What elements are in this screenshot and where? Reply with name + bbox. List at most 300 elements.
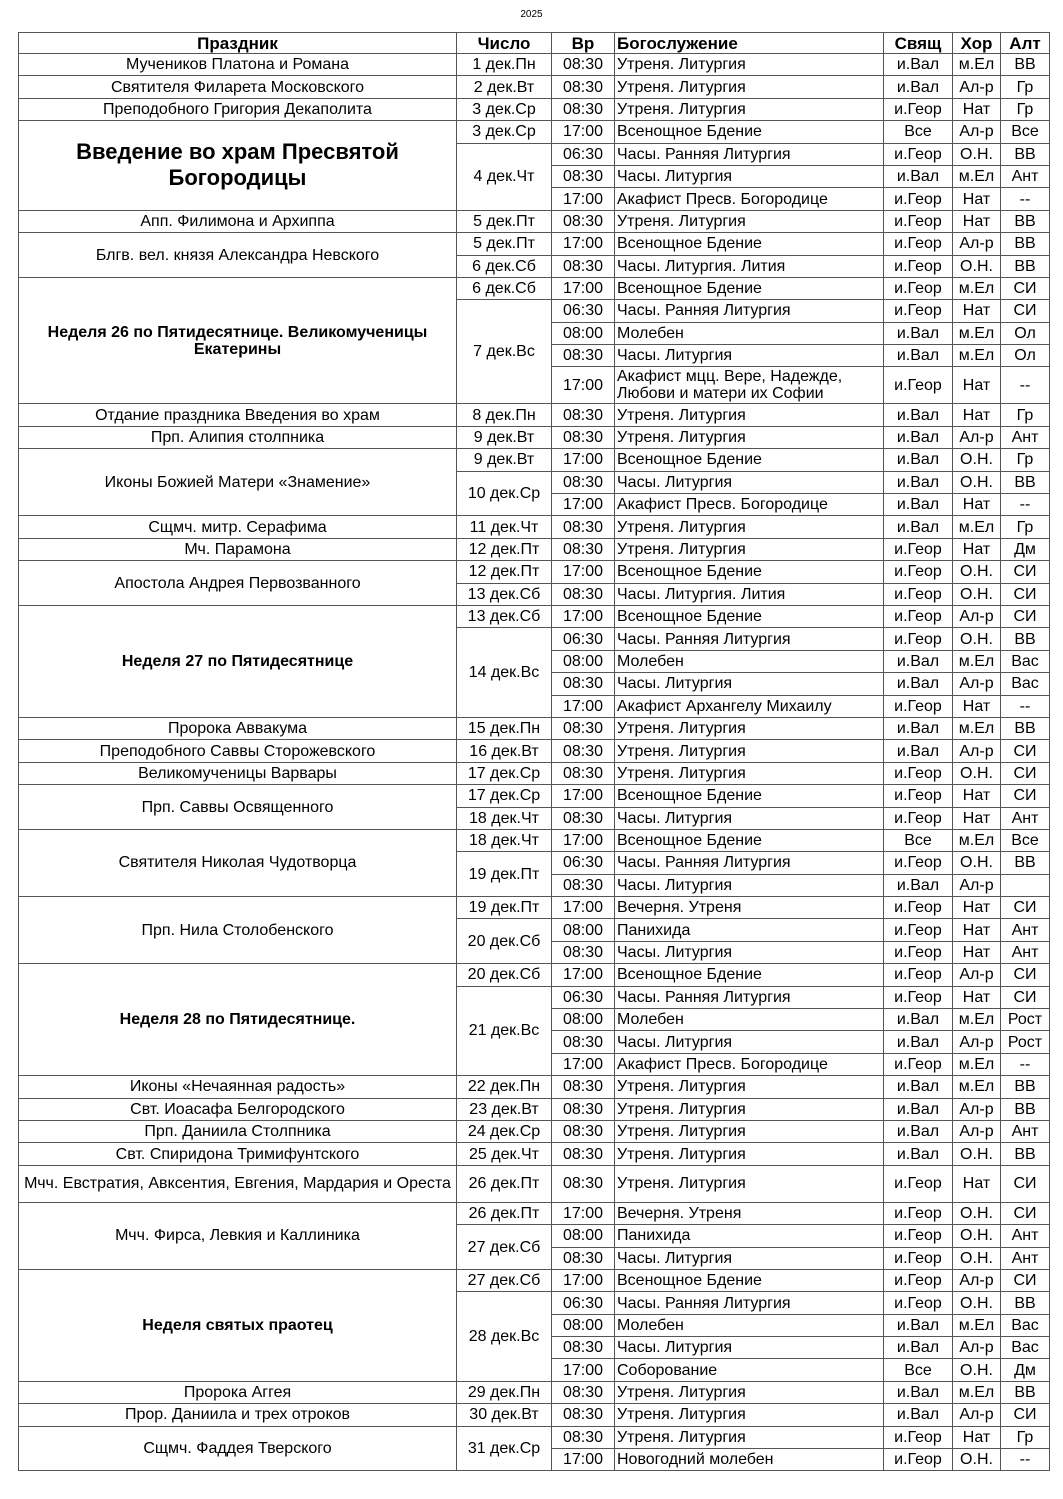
service-time: 08:30 [552, 516, 615, 538]
service-choir: Нат [953, 98, 1001, 120]
feast-name: Великомученицы Варвары [19, 762, 457, 784]
service-time: 08:30 [552, 1381, 615, 1403]
service-choir: м.Ел [953, 829, 1001, 851]
service-time: 08:00 [552, 322, 615, 344]
service-priest: и.Геор [884, 210, 953, 232]
service-priest: и.Вал [884, 650, 953, 672]
service-alto: ВВ [1001, 54, 1050, 76]
service-time: 17:00 [552, 277, 615, 299]
service-alto: Ант [1001, 807, 1050, 829]
service-priest: и.Геор [884, 1292, 953, 1314]
feast-name: Апп. Филимона и Архиппа [19, 210, 457, 232]
service-alto: ВВ [1001, 471, 1050, 493]
service-alto: Все [1001, 829, 1050, 851]
service-choir: м.Ел [953, 165, 1001, 187]
table-row [19, 121, 1050, 143]
service-time: 17:00 [552, 233, 615, 255]
header-service: Богослужение [615, 33, 884, 54]
header-feast: Праздник [19, 33, 457, 54]
service-time: 17:00 [552, 1202, 615, 1224]
service-alto: Ант [1001, 426, 1050, 448]
feast-name: Пророка Аггея [19, 1381, 457, 1403]
service-priest: и.Геор [884, 919, 953, 941]
service-alto: ВВ [1001, 717, 1050, 739]
service-service: Всенощное Бдение [615, 605, 884, 627]
service-time: 06:30 [552, 852, 615, 874]
service-time: 08:30 [552, 1426, 615, 1448]
service-alto: СИ [1001, 1165, 1050, 1202]
service-choir: Нат [953, 986, 1001, 1008]
feast-name: Сщмч. митр. Серафима [19, 516, 457, 538]
service-service: Панихида [615, 1225, 884, 1247]
service-priest: и.Вал [884, 516, 953, 538]
feast-name: Мч. Парамона [19, 538, 457, 560]
service-service: Утреня. Литургия [615, 1165, 884, 1202]
service-alto: СИ [1001, 1202, 1050, 1224]
service-time: 08:30 [552, 471, 615, 493]
service-time: 08:30 [552, 807, 615, 829]
service-choir: Нат [953, 695, 1001, 717]
service-service: Вечерня. Утреня [615, 897, 884, 919]
service-time: 08:30 [552, 1076, 615, 1098]
service-date: 12 дек.Пт [457, 561, 552, 583]
service-priest: и.Геор [884, 695, 953, 717]
header-row [19, 33, 1050, 54]
service-service: Утреня. Литургия [615, 210, 884, 232]
service-date: 20 дек.Сб [457, 964, 552, 986]
service-time: 08:30 [552, 1247, 615, 1269]
feast-name: Святителя Николая Чудотворца [19, 829, 457, 896]
service-service: Всенощное Бдение [615, 121, 884, 143]
service-service: Всенощное Бдение [615, 829, 884, 851]
service-choir: Ал-р [953, 121, 1001, 143]
service-service: Молебен [615, 1314, 884, 1336]
feast-name: Апостола Андрея Первозванного [19, 561, 457, 606]
service-choir: м.Ел [953, 1381, 1001, 1403]
service-alto: СИ [1001, 561, 1050, 583]
service-alto: -- [1001, 494, 1050, 516]
service-priest: и.Вал [884, 494, 953, 516]
service-time: 08:30 [552, 874, 615, 896]
service-priest: и.Вал [884, 1143, 953, 1165]
service-choir: О.Н. [953, 628, 1001, 650]
table-row [19, 1381, 1050, 1403]
service-priest: и.Геор [884, 277, 953, 299]
table-row [19, 561, 1050, 583]
service-time: 08:30 [552, 1031, 615, 1053]
service-choir: Ал-р [953, 1120, 1001, 1142]
service-date: 21 дек.Вс [457, 986, 552, 1076]
service-date: 12 дек.Пт [457, 538, 552, 560]
service-service: Утреня. Литургия [615, 740, 884, 762]
table-row [19, 605, 1050, 627]
service-choir: О.Н. [953, 762, 1001, 784]
service-alto: Ант [1001, 1120, 1050, 1142]
service-service: Утреня. Литургия [615, 1143, 884, 1165]
service-service: Вечерня. Утреня [615, 1202, 884, 1224]
service-service: Утреня. Литургия [615, 1404, 884, 1426]
service-service: Всенощное Бдение [615, 233, 884, 255]
service-priest: и.Вал [884, 673, 953, 695]
service-time: 08:30 [552, 1165, 615, 1202]
table-row [19, 404, 1050, 426]
table-row [19, 1269, 1050, 1291]
service-choir: м.Ел [953, 650, 1001, 672]
service-service: Часы. Литургия [615, 941, 884, 963]
service-alto: Ол [1001, 322, 1050, 344]
service-priest: и.Геор [884, 986, 953, 1008]
service-alto: СИ [1001, 277, 1050, 299]
service-choir: Нат [953, 941, 1001, 963]
service-service: Молебен [615, 322, 884, 344]
service-choir: м.Ел [953, 1009, 1001, 1031]
service-service: Всенощное Бдение [615, 964, 884, 986]
service-alto: ВВ [1001, 143, 1050, 165]
service-priest: и.Вал [884, 1031, 953, 1053]
service-priest: и.Вал [884, 1404, 953, 1426]
table-row [19, 538, 1050, 560]
table-row [19, 785, 1050, 807]
feast-name: Неделя 28 по Пятидесятнице. [19, 964, 457, 1076]
service-alto: -- [1001, 1053, 1050, 1075]
service-date: 23 дек.Вт [457, 1098, 552, 1120]
service-time: 08:30 [552, 717, 615, 739]
service-choir: О.Н. [953, 1143, 1001, 1165]
service-time: 08:30 [552, 404, 615, 426]
service-choir: Ал-р [953, 1098, 1001, 1120]
service-choir: Нат [953, 300, 1001, 322]
feast-name: Прп. Нила Столобенского [19, 897, 457, 964]
service-choir: Ал-р [953, 740, 1001, 762]
service-choir: О.Н. [953, 449, 1001, 471]
service-date: 1 дек.Пн [457, 54, 552, 76]
service-alto: СИ [1001, 605, 1050, 627]
service-choir: Нат [953, 897, 1001, 919]
table-row [19, 1426, 1050, 1448]
service-date: 5 дек.Пт [457, 233, 552, 255]
service-service: Утреня. Литургия [615, 516, 884, 538]
service-service: Всенощное Бдение [615, 449, 884, 471]
service-time: 17:00 [552, 1269, 615, 1291]
service-alto: Ант [1001, 919, 1050, 941]
service-service: Утреня. Литургия [615, 98, 884, 120]
service-alto: -- [1001, 188, 1050, 210]
service-alto: -- [1001, 695, 1050, 717]
service-time: 08:30 [552, 1337, 615, 1359]
service-time: 17:00 [552, 188, 615, 210]
feast-name: Введение во храм Пресвятой Богородицы [19, 121, 457, 211]
service-choir: м.Ел [953, 717, 1001, 739]
table-row [19, 964, 1050, 986]
service-choir: О.Н. [953, 255, 1001, 277]
table-row [19, 1076, 1050, 1098]
feast-name: Прп. Даниила Столпника [19, 1120, 457, 1142]
service-date: 17 дек.Ср [457, 762, 552, 784]
service-date: 31 дек.Ср [457, 1426, 552, 1471]
service-time: 08:30 [552, 583, 615, 605]
service-service: Акафист мцц. Вере, Надежде, Любови и матери их Софии [615, 367, 884, 404]
feast-name: Отдание праздника Введения во храм [19, 404, 457, 426]
service-choir: Нат [953, 919, 1001, 941]
feast-name: Мучеников Платона и Романа [19, 54, 457, 76]
table-row [19, 277, 1050, 299]
service-priest: Все [884, 829, 953, 851]
service-alto: Ант [1001, 941, 1050, 963]
table-row [19, 1404, 1050, 1426]
table-row [19, 98, 1050, 120]
service-service: Часы. Ранняя Литургия [615, 628, 884, 650]
service-priest: и.Геор [884, 233, 953, 255]
service-alto: СИ [1001, 740, 1050, 762]
service-alto: ВВ [1001, 1381, 1050, 1403]
feast-name: Мчч. Фирса, Левкия и Каллиника [19, 1202, 457, 1269]
feast-name: Прп. Алипия столпника [19, 426, 457, 448]
service-time: 17:00 [552, 605, 615, 627]
table-row [19, 1120, 1050, 1142]
service-priest: и.Геор [884, 605, 953, 627]
service-time: 08:30 [552, 762, 615, 784]
table-row [19, 897, 1050, 919]
service-time: 06:30 [552, 628, 615, 650]
service-service: Часы. Ранняя Литургия [615, 1292, 884, 1314]
service-priest: и.Геор [884, 1426, 953, 1448]
service-alto: ВВ [1001, 628, 1050, 650]
service-service: Утреня. Литургия [615, 1076, 884, 1098]
service-alto: Гр [1001, 76, 1050, 98]
service-time: 08:30 [552, 54, 615, 76]
service-time: 08:30 [552, 426, 615, 448]
table-row [19, 54, 1050, 76]
feast-name: Иконы Божией Матери «Знамение» [19, 449, 457, 516]
service-priest: и.Вал [884, 404, 953, 426]
service-choir: О.Н. [953, 583, 1001, 605]
table-row [19, 233, 1050, 255]
service-time: 08:30 [552, 1143, 615, 1165]
service-priest: и.Вал [884, 76, 953, 98]
service-date: 4 дек.Чт [457, 143, 552, 210]
service-priest: Все [884, 1359, 953, 1381]
service-service: Часы. Литургия [615, 1247, 884, 1269]
service-time: 08:00 [552, 1225, 615, 1247]
service-date: 3 дек.Ср [457, 121, 552, 143]
service-alto: Ант [1001, 165, 1050, 187]
feast-name: Святителя Филарета Московского [19, 76, 457, 98]
service-alto: Ол [1001, 345, 1050, 367]
feast-name: Свт. Иоасафа Белгородского [19, 1098, 457, 1120]
service-choir: Нат [953, 785, 1001, 807]
service-service: Часы. Литургия [615, 874, 884, 896]
service-time: 17:00 [552, 367, 615, 404]
table-row [19, 76, 1050, 98]
feast-name: Неделя 27 по Пятидесятнице [19, 605, 457, 717]
service-time: 08:30 [552, 1098, 615, 1120]
service-priest: и.Геор [884, 561, 953, 583]
service-priest: и.Геор [884, 255, 953, 277]
service-priest: и.Вал [884, 54, 953, 76]
service-choir: О.Н. [953, 852, 1001, 874]
service-time: 17:00 [552, 695, 615, 717]
service-choir: О.Н. [953, 1225, 1001, 1247]
service-choir: О.Н. [953, 1292, 1001, 1314]
service-date: 19 дек.Пт [457, 852, 552, 897]
service-choir: Нат [953, 404, 1001, 426]
service-choir: О.Н. [953, 1202, 1001, 1224]
service-choir: Ал-р [953, 76, 1001, 98]
service-time: 08:00 [552, 1009, 615, 1031]
service-alto: СИ [1001, 964, 1050, 986]
service-alto: -- [1001, 1449, 1050, 1471]
table-row [19, 829, 1050, 851]
service-alto: Все [1001, 121, 1050, 143]
service-choir: Ал-р [953, 233, 1001, 255]
service-choir: Ал-р [953, 1269, 1001, 1291]
service-priest: и.Геор [884, 143, 953, 165]
service-service: Часы. Литургия [615, 1337, 884, 1359]
service-alto: СИ [1001, 583, 1050, 605]
service-time: 17:00 [552, 1449, 615, 1471]
feast-name: Блгв. вел. князя Александра Невского [19, 233, 457, 278]
feast-name: Сщмч. Фаддея Тверского [19, 1426, 457, 1471]
service-alto: ВВ [1001, 233, 1050, 255]
service-time: 17:00 [552, 785, 615, 807]
service-date: 6 дек.Сб [457, 255, 552, 277]
service-choir: О.Н. [953, 1247, 1001, 1269]
service-time: 08:30 [552, 165, 615, 187]
service-choir: м.Ел [953, 277, 1001, 299]
service-date: 2 дек.Вт [457, 76, 552, 98]
service-choir: Ал-р [953, 426, 1001, 448]
service-date: 8 дек.Пн [457, 404, 552, 426]
service-priest: и.Вал [884, 1381, 953, 1403]
service-date: 14 дек.Вс [457, 628, 552, 718]
service-choir: м.Ел [953, 322, 1001, 344]
service-priest: и.Геор [884, 1269, 953, 1291]
service-date: 30 дек.Вт [457, 1404, 552, 1426]
table-row [19, 762, 1050, 784]
service-alto: СИ [1001, 300, 1050, 322]
service-service: Часы. Литургия [615, 345, 884, 367]
service-time: 08:30 [552, 673, 615, 695]
service-service: Часы. Ранняя Литургия [615, 986, 884, 1008]
table-row [19, 1202, 1050, 1224]
service-date: 3 дек.Ср [457, 98, 552, 120]
service-alto [1001, 874, 1050, 896]
service-date: 27 дек.Сб [457, 1269, 552, 1291]
service-priest: и.Геор [884, 785, 953, 807]
service-alto: -- [1001, 367, 1050, 404]
service-date: 16 дек.Вт [457, 740, 552, 762]
feast-name: Пророка Аввакума [19, 717, 457, 739]
feast-name: Прп. Саввы Освященного [19, 785, 457, 830]
service-date: 6 дек.Сб [457, 277, 552, 299]
service-priest: и.Вал [884, 1120, 953, 1142]
service-time: 08:00 [552, 1314, 615, 1336]
service-alto: Гр [1001, 516, 1050, 538]
service-service: Утреня. Литургия [615, 404, 884, 426]
service-choir: Ал-р [953, 1404, 1001, 1426]
service-priest: и.Геор [884, 1165, 953, 1202]
service-choir: м.Ел [953, 1053, 1001, 1075]
service-priest: и.Вал [884, 471, 953, 493]
service-priest: и.Геор [884, 1247, 953, 1269]
service-service: Акафист Пресв. Богородице [615, 494, 884, 516]
service-priest: и.Геор [884, 1053, 953, 1075]
service-priest: и.Вал [884, 1009, 953, 1031]
service-time: 17:00 [552, 561, 615, 583]
service-priest: и.Вал [884, 449, 953, 471]
service-choir: м.Ел [953, 54, 1001, 76]
header-choir: Хор [953, 33, 1001, 54]
service-service: Утреня. Литургия [615, 1098, 884, 1120]
service-date: 22 дек.Пн [457, 1076, 552, 1098]
service-priest: и.Геор [884, 1225, 953, 1247]
service-priest: и.Геор [884, 188, 953, 210]
feast-name: Свт. Спиридона Тримифунтского [19, 1143, 457, 1165]
service-time: 08:30 [552, 1404, 615, 1426]
service-service: Часы. Литургия [615, 165, 884, 187]
service-time: 06:30 [552, 1292, 615, 1314]
service-choir: Ал-р [953, 1031, 1001, 1053]
service-alto: ВВ [1001, 1098, 1050, 1120]
service-service: Панихида [615, 919, 884, 941]
service-service: Часы. Литургия. Лития [615, 583, 884, 605]
service-alto: Вас [1001, 1337, 1050, 1359]
service-date: 24 дек.Ср [457, 1120, 552, 1142]
service-choir: Ал-р [953, 1337, 1001, 1359]
service-choir: О.Н. [953, 471, 1001, 493]
service-date: 25 дек.Чт [457, 1143, 552, 1165]
service-service: Часы. Литургия [615, 1031, 884, 1053]
service-time: 08:30 [552, 1120, 615, 1142]
service-time: 17:00 [552, 829, 615, 851]
table-row [19, 740, 1050, 762]
service-date: 17 дек.Ср [457, 785, 552, 807]
table-row [19, 717, 1050, 739]
service-time: 08:30 [552, 210, 615, 232]
service-time: 17:00 [552, 494, 615, 516]
service-service: Соборование [615, 1359, 884, 1381]
table-row [19, 1143, 1050, 1165]
header-priest: Свящ [884, 33, 953, 54]
year-label: 2025 [520, 9, 543, 20]
service-priest: и.Вал [884, 426, 953, 448]
feast-name: Иконы «Нечаянная радость» [19, 1076, 457, 1098]
service-service: Часы. Ранняя Литургия [615, 143, 884, 165]
service-service: Часы. Литургия. Лития [615, 255, 884, 277]
service-alto: СИ [1001, 986, 1050, 1008]
service-priest: и.Геор [884, 1202, 953, 1224]
service-priest: и.Вал [884, 740, 953, 762]
service-time: 17:00 [552, 1359, 615, 1381]
table-row [19, 1165, 1050, 1202]
feast-name: Прор. Даниила и трех отроков [19, 1404, 457, 1426]
service-service: Акафист Пресв. Богородице [615, 1053, 884, 1075]
service-service: Молебен [615, 650, 884, 672]
service-time: 17:00 [552, 121, 615, 143]
service-priest: и.Вал [884, 1076, 953, 1098]
service-date: 5 дек.Пт [457, 210, 552, 232]
service-priest: и.Геор [884, 538, 953, 560]
service-choir: м.Ел [953, 345, 1001, 367]
service-service: Часы. Ранняя Литургия [615, 300, 884, 322]
service-service: Утреня. Литургия [615, 76, 884, 98]
service-service: Всенощное Бдение [615, 561, 884, 583]
service-choir: Ал-р [953, 605, 1001, 627]
service-service: Утреня. Литургия [615, 538, 884, 560]
service-priest: и.Геор [884, 300, 953, 322]
service-date: 9 дек.Вт [457, 449, 552, 471]
service-service: Утреня. Литургия [615, 426, 884, 448]
